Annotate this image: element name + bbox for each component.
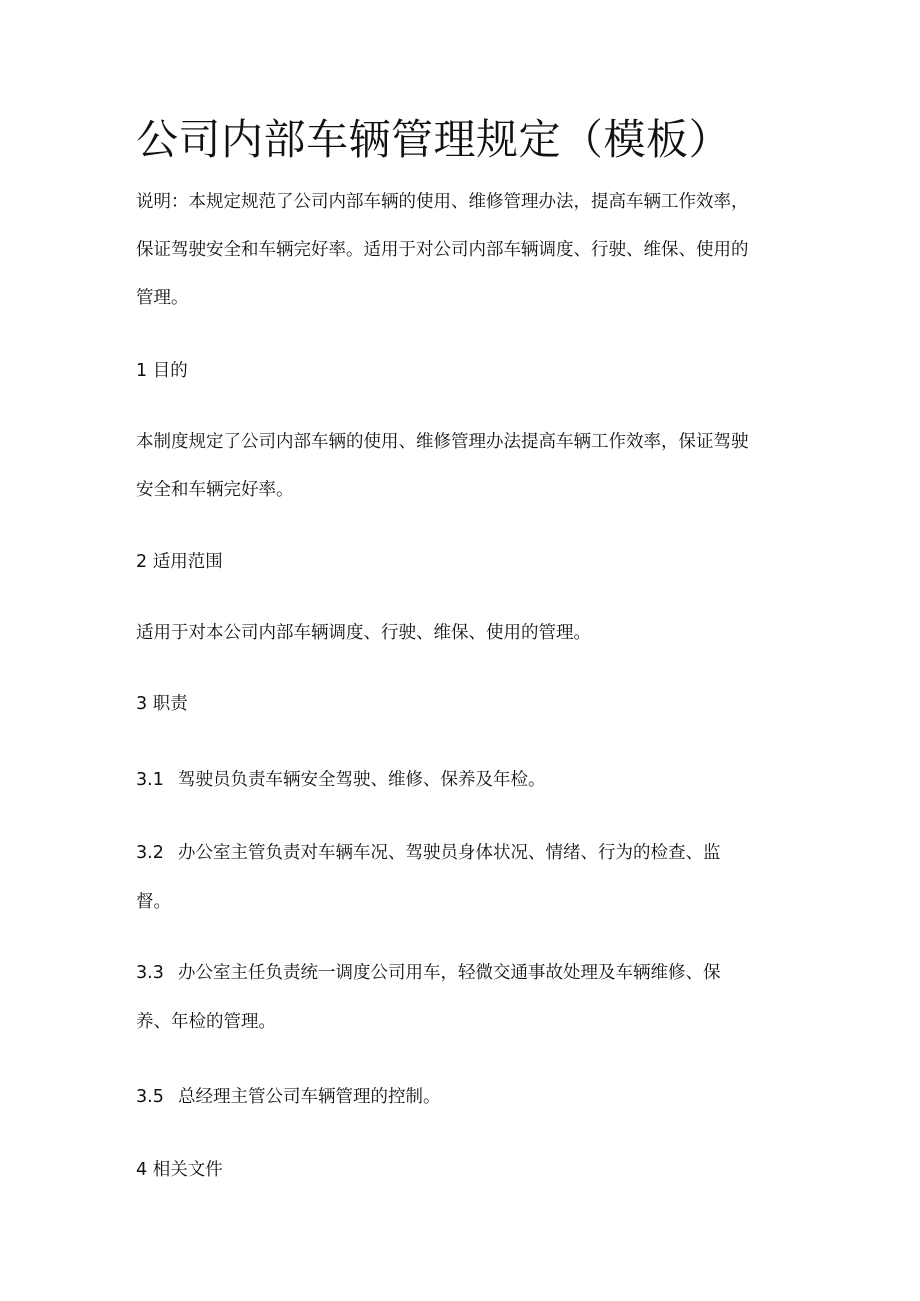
item-number: 3.3: [136, 963, 164, 983]
section-3-heading: 3 职责: [136, 694, 188, 714]
document-title: 公司内部车辆管理规定（模板）: [136, 115, 732, 164]
item-number: 3.1: [136, 770, 164, 790]
section-4-heading: 4 相关文件: [136, 1160, 223, 1180]
section-1-line-1: 本制度规定了公司内部车辆的使用、维修管理办法提高车辆工作效率，保证驾驶: [136, 432, 749, 452]
section-3-item-3-2: [136, 841, 721, 865]
section-1-heading: 1 目的: [136, 361, 188, 381]
item-number: 3.2: [136, 843, 164, 863]
section-2-heading: 2 适用范围: [136, 552, 223, 572]
item-number: 3.5: [136, 1087, 164, 1107]
section-3-item-3-1: [136, 768, 546, 792]
section-3-item-3-2-continued: 督。: [136, 892, 171, 912]
item-text: 办公室主任负责统一调度公司用车，轻微交通事故处理及车辆维修、保: [178, 963, 721, 983]
section-3-item-3-5: [136, 1085, 441, 1109]
section-2-line-1: 适用于对本公司内部车辆调度、行驶、维保、使用的管理。: [136, 623, 591, 643]
item-text: 驾驶员负责车辆安全驾驶、维修、保养及年检。: [178, 770, 546, 790]
section-1-line-2: 安全和车辆完好率。: [136, 480, 294, 500]
intro-line-3: 管理。: [136, 288, 189, 308]
intro-line-1: 说明：本规定规范了公司内部车辆的使用、维修管理办法，提高车辆工作效率，: [136, 192, 749, 212]
section-3-item-3-3-continued: 养、年检的管理。: [136, 1012, 276, 1032]
item-text: 办公室主管负责对车辆车况、驾驶员身体状况、情绪、行为的检查、监: [178, 843, 721, 863]
section-3-item-3-3: [136, 961, 721, 985]
item-text: 总经理主管公司车辆管理的控制。: [178, 1087, 441, 1107]
intro-line-2: 保证驾驶安全和车辆完好率。适用于对公司内部车辆调度、行驶、维保、使用的: [136, 240, 749, 260]
